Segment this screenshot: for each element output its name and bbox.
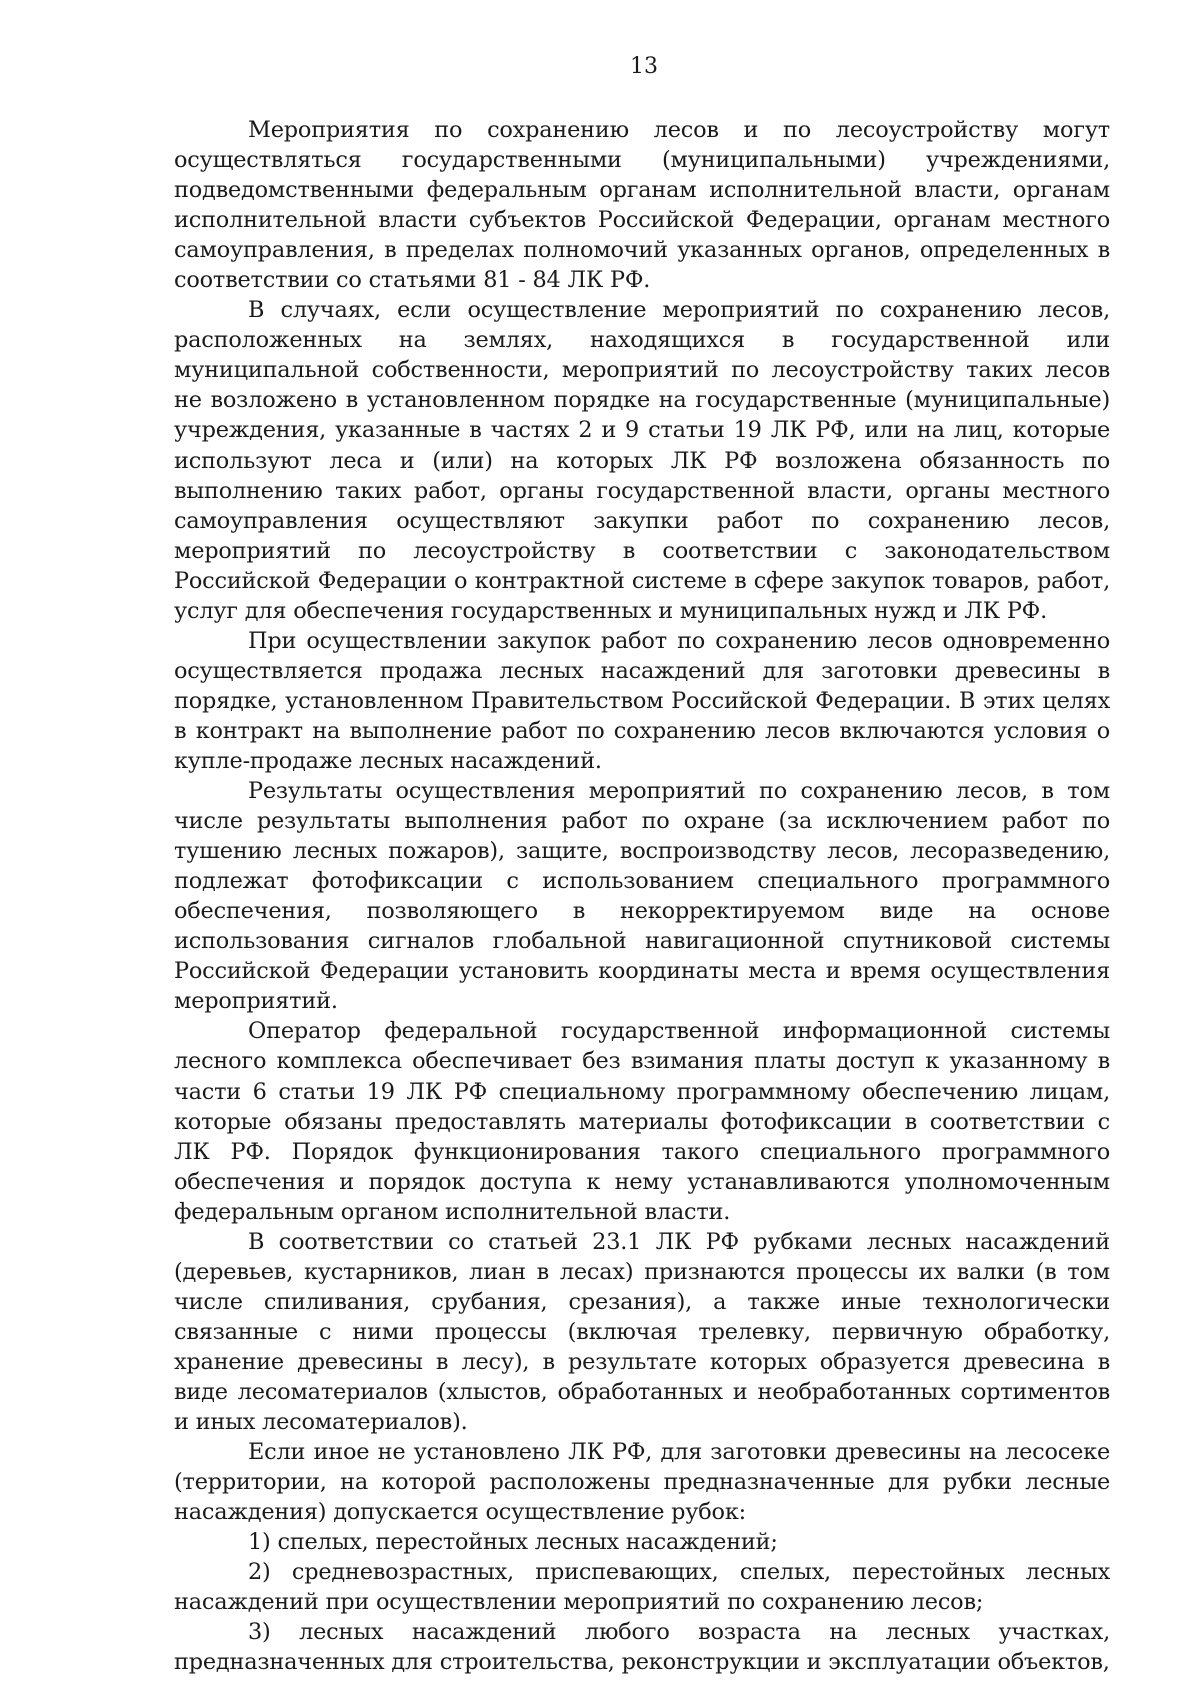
paragraph-5: Оператор федеральной государственной информационной системы лесного комплекса обеспечивает без взимания платы доступ к указанному в части 6 статьи 19 ЛК РФ специальному программному обеспечению лицам, которые обязаны предоставлять материалы фотофиксации в соответствии с ЛК РФ. Порядок функционирования такого специального программного обеспечения и порядок доступа к нему устанавливаются уполномоченным федеральным органом исполнительной власти. xyxy=(174,1018,1110,1225)
list-item-1: 1) спелых, перестойных лесных насаждений; xyxy=(248,1529,778,1556)
paragraph-4: Результаты осуществления мероприятий по сохранению лесов, в том числе результаты выполнения работ по охране (за исключением работ по тушению лесных пожаров), защите, воспроизводству лесов, лесоразведению, подлежат фотофиксации с использованием специального программного обеспечения, позволяющего в некорректируемом виде на основе использования сигналов глобальной навигационной спутниковой системы Российской Федерации установить координаты места и время осуществления мероприятий. xyxy=(174,778,1110,1015)
paragraph-7: Если иное не установлено ЛК РФ, для заготовки древесины на лесосеке (территории, на которой расположены предназначенные для рубки лесные насаждения) допускается осуществление рубок: xyxy=(174,1439,1110,1526)
paragraph-6: В соответствии со статьей 23.1 ЛК РФ рубками лесных насаждений (деревьев, кустарников, лиан в лесах) признаются процессы их валки (в том числе спиливания, срубания, срезания), а также иные технологически связанные с ними процессы (включая трелевку, первичную обработку, хранение древесины в лесу), в результате которых образуется древесина в виде лесоматериалов (хлыстов, обработанных и необработанных сортиментов и иных лесоматериалов). xyxy=(174,1228,1110,1436)
paragraph-3: При осуществлении закупок работ по сохранению лесов одновременно осуществляется продажа лесных насаждений для заготовки древесины в порядке, установленном Правительством Российской Федерации. В этих целях в контракт на выполнение работ по сохранению лесов включаются условия о купле-продаже лесных насаждений. xyxy=(174,627,1110,774)
page-number: 13 xyxy=(630,54,658,79)
paragraph-1: Мероприятия по сохранению лесов и по лесоустройству могут осуществляться государственными (муниципальными) учреждениями, подведомственными федеральным органам исполнительной власти, органам исполнительной власти субъектов Российской Федерации, органам местного самоуправления, в пределах полномочий указанных органов, определенных в соответствии со статьями 81 - 84 ЛК РФ. xyxy=(174,117,1110,294)
paragraph-2: В случаях, если осуществление мероприятий по сохранению лесов, расположенных на землях, находящихся в государственной или муниципальной собственности, мероприятий по лесоустройству таких лесов не возложено в установленном порядке на государственные (муниципальные) учреждения, указанные в частях 2 и 9 статьи 19 ЛК РФ, или на лиц, которые используют леса и (или) на которых ЛК РФ возложена обязанность по выполнению таких работ, органы государственной власти, органы местного самоуправления осуществляют закупки работ по сохранению лесов, мероприятий по лесоустройству в соответствии с законодательством Российской Федерации о контрактной системе в сфере закупок товаров, работ, услуг для обеспечения государственных и муниципальных нужд и ЛК РФ. xyxy=(174,297,1110,624)
list-item-3: 3) лесных насаждений любого возраста на лесных участках, предназначенных для строительства, реконструкции и эксплуатации объектов, xyxy=(174,1619,1110,1676)
document-body xyxy=(174,115,1110,1677)
list-item-2: 2) средневозрастных, приспевающих, спелых, перестойных лесных насаждений при осуществлении мероприятий по сохранению лесов; xyxy=(174,1559,1110,1616)
